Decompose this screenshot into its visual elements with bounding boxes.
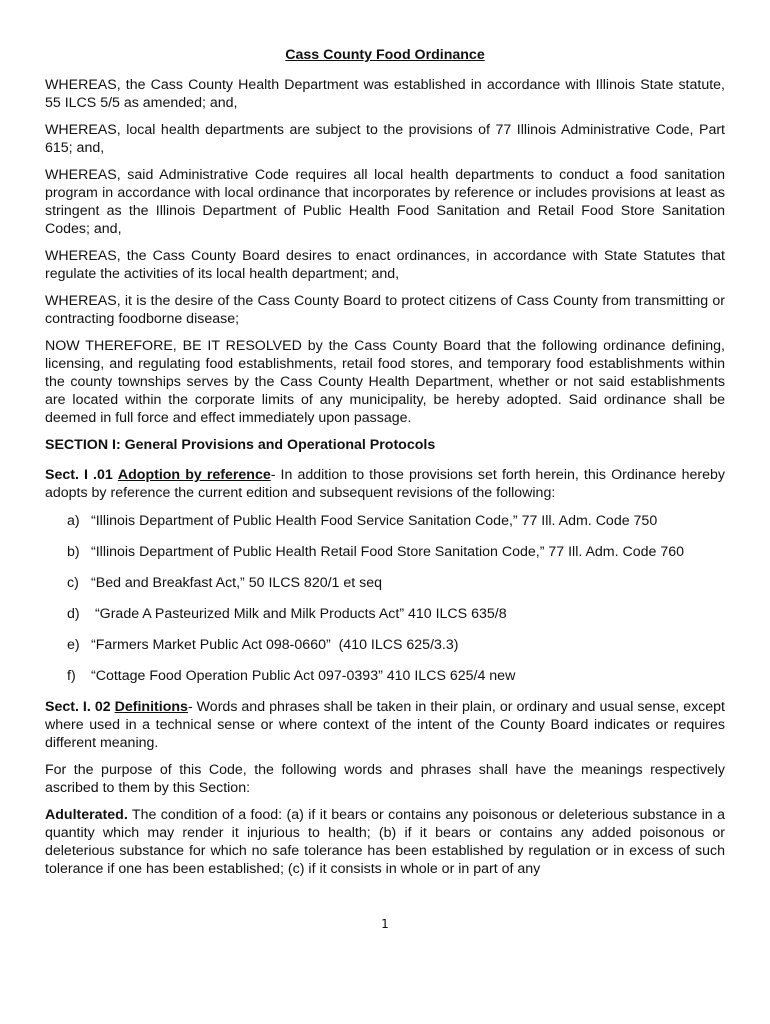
- list-item: [67, 574, 725, 592]
- sect-102-paragraph: [45, 698, 725, 752]
- list-marker: c): [67, 575, 79, 591]
- list-item: [67, 512, 725, 530]
- list-marker: a): [67, 513, 80, 529]
- list-item-text: “Bed and Breakfast Act,” 50 ILCS 820/1 et seq: [91, 575, 383, 591]
- definition-term: Adulterated.: [45, 807, 128, 823]
- page-number: 1: [381, 917, 389, 931]
- sect-102-heading: Definitions: [114, 699, 188, 715]
- sect-101-heading: Adoption by reference: [117, 467, 271, 483]
- whereas-clause-2: WHEREAS, local health departments are subject to the provisions of 77 Illinois Administrative Code, Part 615; and,: [45, 122, 725, 156]
- sect-101-number: Sect. I .01: [45, 467, 113, 483]
- list-marker: b): [67, 544, 80, 560]
- document-page: [45, 46, 725, 887]
- sect-101-paragraph: [45, 466, 725, 502]
- list-item: [67, 636, 725, 654]
- purpose-paragraph: For the purpose of this Code, the following words and phrases shall have the meanings respectively ascribed to them by this Section:: [45, 762, 725, 796]
- list-marker: e): [67, 637, 80, 653]
- sect-102-number: Sect. I. 02: [45, 699, 111, 715]
- list-marker: d): [67, 606, 80, 622]
- list-item-text: “Cottage Food Operation Public Act 097-0393” 410 ILCS 625/4 new: [91, 668, 516, 684]
- reference-list: [45, 512, 725, 685]
- whereas-clause-4: WHEREAS, the Cass County Board desires to enact ordinances, in accordance with State Statutes that regulate the activities of its local health department; and,: [45, 248, 725, 282]
- whereas-clause-3: WHEREAS, said Administrative Code requires all local health departments to conduct a food sanitation program in accordance with local ordinance that incorporates by reference or includes provisions at least as stringent as the Illinois Department of Public Health Food Sanitation and Retail Food Store Sanitation Codes; and,: [45, 167, 725, 237]
- list-item-text: “Farmers Market Public Act 098-0660” (410 ILCS 625/3.3): [91, 637, 459, 653]
- resolution-paragraph: NOW THEREFORE, BE IT RESOLVED by the Cass County Board that the following ordinance defining, licensing, and regulating food establishments, retail food stores, and temporary food establishments within the county townships serves by the Cass County Health Department, whether or not said establishments are located within the corporate limits of any municipality, be hereby adopted. Said ordinance shall be deemed in full force and effect immediately upon passage.: [45, 338, 725, 426]
- list-item-text: “Illinois Department of Public Health Retail Food Store Sanitation Code,” 77 Ill. Adm. Code 760: [91, 544, 685, 560]
- whereas-clause-5: WHEREAS, it is the desire of the Cass County Board to protect citizens of Cass County from transmitting or contracting foodborne disease;: [45, 293, 725, 327]
- sect-102-text: - Words and phrases shall be taken in their plain, or ordinary and usual sense, except where used in a technical sense or where context of the intent of the County Board indicates or requires different meaning.: [45, 699, 725, 751]
- definition-adulterated: [45, 806, 725, 878]
- definition-text: The condition of a food: (a) if it bears or contains any poisonous or deleterious substance in a quantity which may render it injurious to health; (b) if it bears or contains any added poisonous or deleterious substance for which no safe tolerance has been established by regulation or in excess of such tolerance if one has been established; (c) if it consists in whole or in part of any: [45, 807, 725, 877]
- sect-101-text: - In addition to those provisions set forth herein, this Ordinance hereby adopts by reference the current edition and subsequent revisions of the following:: [45, 467, 725, 501]
- whereas-clause-1: WHEREAS, the Cass County Health Department was established in accordance with Illinois State statute, 55 ILCS 5/5 as amended; and,: [45, 77, 725, 111]
- document-title: Cass County Food Ordinance: [285, 47, 485, 63]
- section-heading: SECTION I: General Provisions and Operational Protocols: [45, 437, 436, 453]
- list-item: [67, 543, 725, 561]
- list-item-text: “Illinois Department of Public Health Food Service Sanitation Code,” 77 Ill. Adm. Code 750: [91, 513, 658, 529]
- list-marker: f): [67, 668, 76, 684]
- list-item: [67, 605, 725, 623]
- list-item: [67, 667, 725, 685]
- list-item-text: “Grade A Pasteurized Milk and Milk Products Act” 410 ILCS 635/8: [91, 606, 507, 622]
